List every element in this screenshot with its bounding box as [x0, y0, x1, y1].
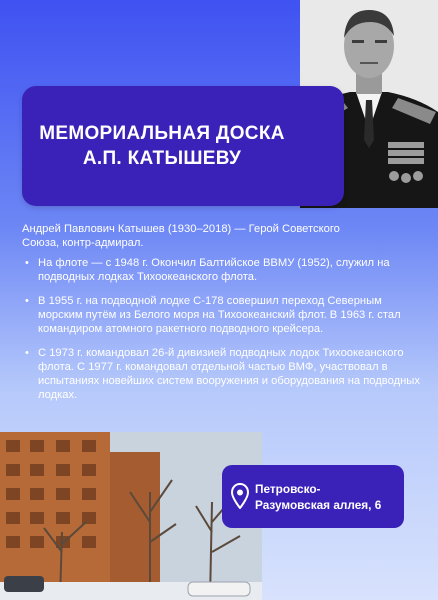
address-panel [222, 465, 404, 528]
bullet-icon: • [25, 347, 29, 359]
title-panel [22, 86, 344, 206]
fact-text: В 1955 г. на подводной лодке С-178 совершил переход Северным морским путём из Белого моря на Тихоокеанский флот. В 1963 г. стал командиром атомного ракетного подводного крейсера. [38, 295, 401, 335]
location-pin-icon [231, 483, 249, 509]
address-line-2: Разумовская аллея, 6 [255, 498, 382, 512]
bullet-icon: • [25, 257, 29, 269]
facts-list [22, 256, 422, 412]
bullet-icon: • [25, 295, 29, 307]
fact-text: На флоте — с 1948 г. Окончил Балтийское ВВМУ (1952), служил на подводных лодках Тихоокеанского флота. [38, 257, 390, 283]
fact-item [22, 256, 422, 284]
fact-item [22, 346, 422, 402]
fact-item [22, 294, 422, 336]
fact-text: С 1973 г. командовал 26-й дивизией подводных лодок Тихоокеанского флота. С 1977 г. командовал отдельной частью ВМФ, участвовал в испытаниях новейших систем вооружения и оборудования на подводных лодках. [38, 347, 420, 401]
intro-text: Андрей Павлович Катышев (1930–2018) — Герой Советского Союза, контр-адмирал. [22, 223, 340, 249]
title-line-1: МЕМОРИАЛЬНАЯ ДОСКА [39, 123, 285, 144]
title-line-2: А.П. КАТЫШЕВУ [82, 148, 242, 169]
address-line-1: Петровско- [255, 482, 321, 496]
